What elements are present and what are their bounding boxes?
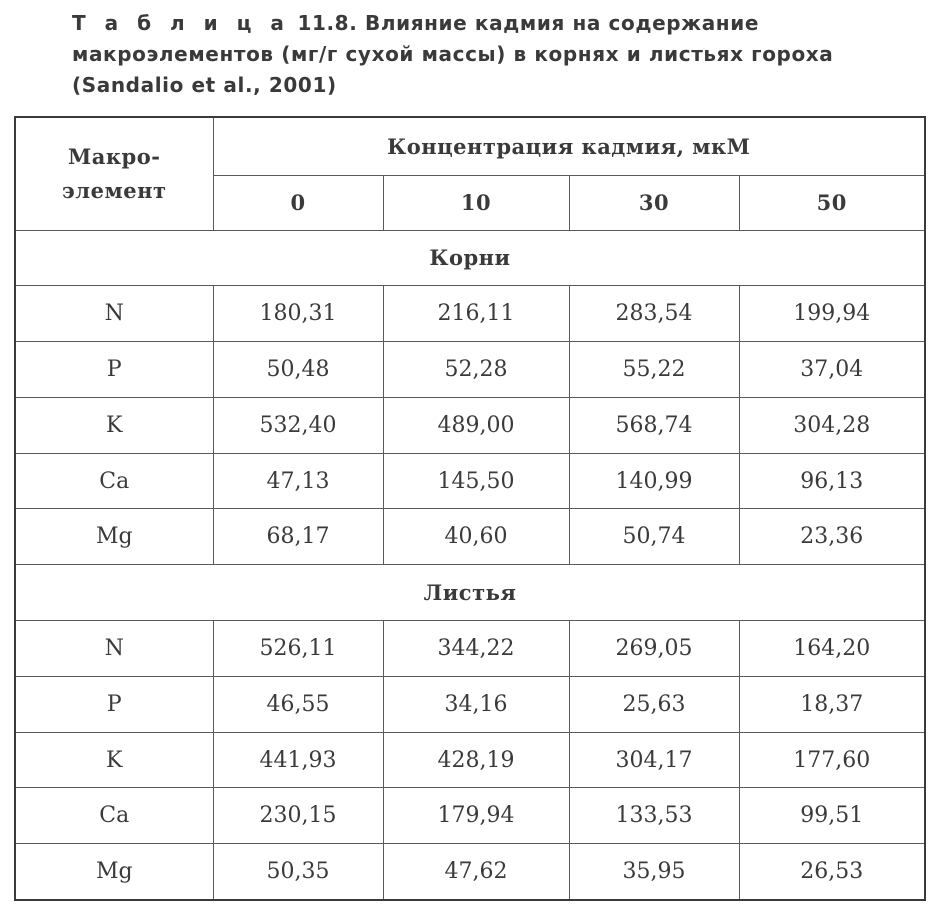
value-cell: 52,28 [383, 342, 569, 398]
value-cell: 216,11 [383, 286, 569, 342]
value-cell: 50,74 [569, 509, 739, 565]
caption-text: Влияние кадмия на содержание макроэлементов (мг/г сухой массы) в корнях и листьях гороха (Sandalio et al., 2001) [72, 11, 834, 97]
value-cell: 489,00 [383, 397, 569, 453]
value-cell: 35,95 [569, 844, 739, 900]
value-cell: 50,35 [213, 844, 383, 900]
value-cell: 304,28 [739, 397, 925, 453]
macroelement-header-line1: Макро- [68, 143, 161, 169]
value-cell: 180,31 [213, 286, 383, 342]
concentration-30: 30 [569, 175, 739, 230]
value-cell: 526,11 [213, 621, 383, 677]
value-cell: 46,55 [213, 676, 383, 732]
value-cell: 145,50 [383, 453, 569, 509]
element-cell: Ca [15, 788, 213, 844]
value-cell: 23,36 [739, 509, 925, 565]
table-row [15, 509, 925, 565]
element-cell: P [15, 676, 213, 732]
value-cell: 47,13 [213, 453, 383, 509]
caption-label: Т а б л и ц а [72, 11, 290, 35]
element-cell: K [15, 732, 213, 788]
concentration-50: 50 [739, 175, 925, 230]
value-cell: 269,05 [569, 621, 739, 677]
element-cell: Ca [15, 453, 213, 509]
value-cell: 96,13 [739, 453, 925, 509]
value-cell: 199,94 [739, 286, 925, 342]
value-cell: 25,63 [569, 676, 739, 732]
element-cell: Mg [15, 509, 213, 565]
value-cell: 55,22 [569, 342, 739, 398]
table-row [15, 788, 925, 844]
value-cell: 37,04 [739, 342, 925, 398]
value-cell: 179,94 [383, 788, 569, 844]
value-cell: 532,40 [213, 397, 383, 453]
table-row [15, 453, 925, 509]
macroelement-header [15, 117, 213, 230]
value-cell: 133,53 [569, 788, 739, 844]
section-title-leaves: Листья [15, 565, 925, 621]
section-title-roots: Корни [15, 230, 925, 286]
value-cell: 230,15 [213, 788, 383, 844]
value-cell: 441,93 [213, 732, 383, 788]
value-cell: 428,19 [383, 732, 569, 788]
value-cell: 68,17 [213, 509, 383, 565]
caption-number: 11.8. [297, 11, 358, 35]
table-row [15, 286, 925, 342]
element-cell: Mg [15, 844, 213, 900]
value-cell: 50,48 [213, 342, 383, 398]
value-cell: 164,20 [739, 621, 925, 677]
table-row [15, 342, 925, 398]
value-cell: 40,60 [383, 509, 569, 565]
concentration-header: Концентрация кадмия, мкМ [213, 117, 925, 175]
macroelement-header-line2: элемент [62, 177, 167, 203]
element-cell: N [15, 621, 213, 677]
value-cell: 283,54 [569, 286, 739, 342]
table-row [15, 676, 925, 732]
value-cell: 18,37 [739, 676, 925, 732]
table-row [15, 621, 925, 677]
value-cell: 568,74 [569, 397, 739, 453]
element-cell: K [15, 397, 213, 453]
element-cell: P [15, 342, 213, 398]
value-cell: 344,22 [383, 621, 569, 677]
table-row [15, 732, 925, 788]
value-cell: 26,53 [739, 844, 925, 900]
element-cell: N [15, 286, 213, 342]
value-cell: 34,16 [383, 676, 569, 732]
concentration-10: 10 [383, 175, 569, 230]
value-cell: 304,17 [569, 732, 739, 788]
table-row [15, 844, 925, 900]
table-caption [72, 8, 922, 101]
value-cell: 177,60 [739, 732, 925, 788]
table-row [15, 397, 925, 453]
value-cell: 99,51 [739, 788, 925, 844]
macroelements-table [14, 116, 926, 901]
value-cell: 140,99 [569, 453, 739, 509]
value-cell: 47,62 [383, 844, 569, 900]
concentration-0: 0 [213, 175, 383, 230]
